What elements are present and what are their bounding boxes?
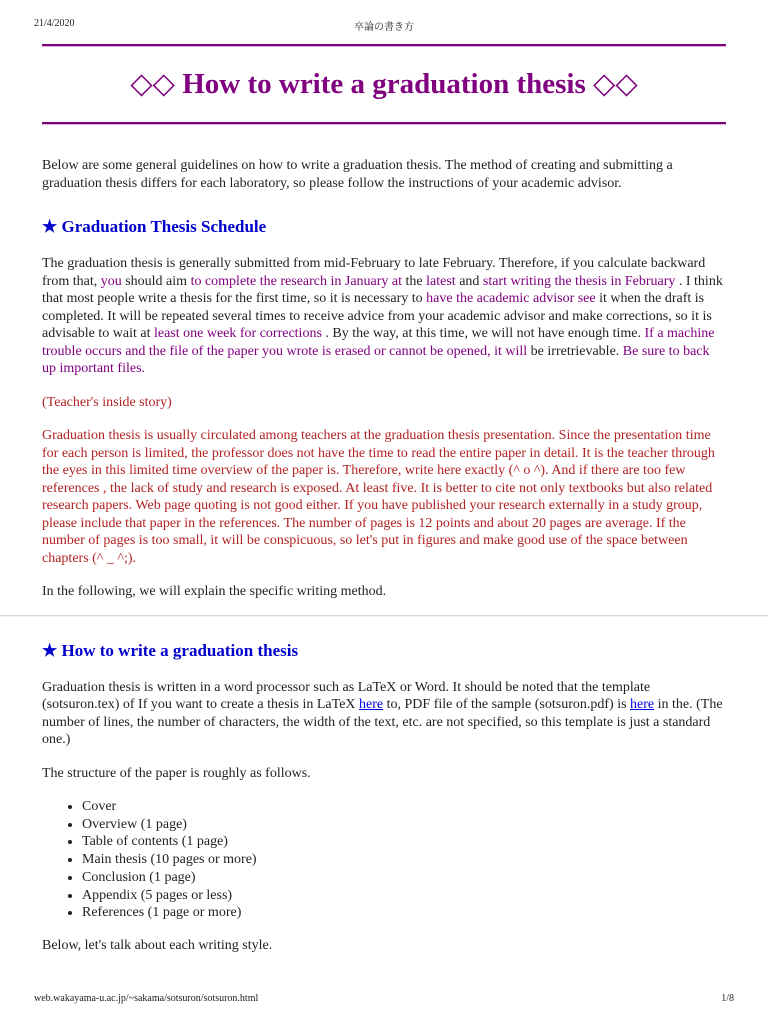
howto-paragraph	[42, 679, 726, 749]
list-item: • Appendix (5 pages or less)	[82, 887, 726, 905]
highlight-text: Be sure to back up important files.	[42, 343, 710, 376]
print-date: 21/4/2020	[34, 18, 75, 29]
text-run: to, PDF file of the sample (sotsuron.pdf) is	[383, 697, 631, 712]
print-page-title: 卒論の書き方	[354, 22, 414, 33]
print-header	[34, 18, 734, 32]
list-item: • Table of contents (1 page)	[82, 833, 726, 851]
text-run: should aim	[121, 273, 191, 289]
title-top-rule	[42, 44, 726, 47]
highlight-text: you	[100, 273, 122, 289]
template-link[interactable]: here	[359, 697, 384, 712]
page-number: 1/8	[721, 993, 734, 1004]
following-paragraph: In the following, we will explain the specific writing method.	[42, 584, 387, 599]
text-run: The graduation thesis is generally submitted from mid-February to late February. Therefore, if you calculate backward from that,	[42, 256, 706, 289]
main-content	[42, 157, 726, 954]
list-item: • Cover	[82, 798, 726, 816]
star-icon: ★	[42, 640, 58, 660]
list-item: • Conclusion (1 page)	[82, 869, 726, 887]
closing-paragraph: Below, let's talk about each writing style.	[42, 937, 273, 953]
title-bottom-rule	[42, 122, 726, 125]
title-block	[42, 44, 726, 125]
structure-list	[42, 798, 726, 922]
list-item: • References (1 page or more)	[82, 904, 726, 922]
highlight-text: have the academic advisor see	[426, 291, 596, 306]
text-run: Graduation thesis is written in a word processor such as LaTeX or Word. It should be noted that the template (sotsuron.tex) of If you want to create a thesis in LaTeX	[42, 679, 651, 712]
intro-paragraph: Below are some general guidelines on how to write a graduation thesis. The method of creating and submitting a graduation thesis differs for each laboratory, so please follow the instructions of your academic advisor.	[42, 158, 673, 191]
schedule-heading-text: Graduation Thesis Schedule	[61, 217, 267, 236]
page-url: web.wakayama-u.ac.jp/~sakama/sotsuron/sotsuron.html	[34, 993, 259, 1004]
text-run: be irretrievable.	[527, 343, 623, 359]
inside-story-paragraph: Graduation thesis is usually circulated among teachers at the graduation thesis presentation. Since the presentation time for each person is limited, the professor does not have the time to read the entire paper in detail. It is the teacher through the eyes in this limited time overview of the paper is. Therefore, write here exactly (^ o ^). And if there are too few references , the lack of study and research is exposed. At least five. It is better to cite not only textbooks but also related research papers. Web page quoting is not good either. If you have published your research externally in a study group, please include that paper in the references. The number of pages is 12 points and about 20 pages are average. If the number of pages is too small, it will be conspicuous, so let's put in figures and make good use of the space between chapters (^ _ ^;).	[42, 428, 715, 566]
star-icon: ★	[42, 217, 58, 236]
highlight-text: least one week for corrections	[153, 326, 322, 341]
inside-story-label: (Teacher's inside story)	[42, 394, 172, 410]
print-footer	[34, 993, 734, 1007]
structure-intro: The structure of the paper is roughly as follows.	[42, 765, 311, 781]
highlight-text: start writing the thesis in February	[482, 273, 676, 289]
text-run: . I think that most people write a thesis for the first time, so it is necessary to	[42, 273, 723, 306]
schedule-paragraph	[42, 255, 726, 378]
text-run: the	[402, 273, 427, 289]
howto-heading	[42, 640, 726, 662]
text-run: and	[455, 273, 483, 289]
sample-pdf-link[interactable]: here	[630, 697, 655, 712]
page-title: ◇◇ How to write a graduation thesis ◇◇	[130, 68, 638, 100]
text-run: . By the way, at this time, we will not have enough time.	[321, 326, 645, 341]
highlight-text: latest	[426, 273, 456, 289]
highlight-text: to complete the research in January at	[190, 273, 403, 289]
text-run: it when the draft is completed. It will be repeated several times to receive advice from your academic advisor and make corrections, so it is advisable to wait at	[42, 291, 712, 341]
howto-heading-text: How to write a graduation thesis	[61, 640, 299, 660]
list-item: • Overview (1 page)	[82, 816, 726, 834]
schedule-heading	[42, 216, 726, 238]
highlight-text: If a machine trouble occurs and the file of the paper you wrote is erased or cannot be opened, it will	[42, 326, 715, 359]
text-run: in the. (The number of lines, the number of characters, the width of the text, etc. are not specified, so this template is just a standard one.)	[42, 697, 723, 747]
list-item: • Main thesis (10 pages or more)	[82, 851, 726, 869]
